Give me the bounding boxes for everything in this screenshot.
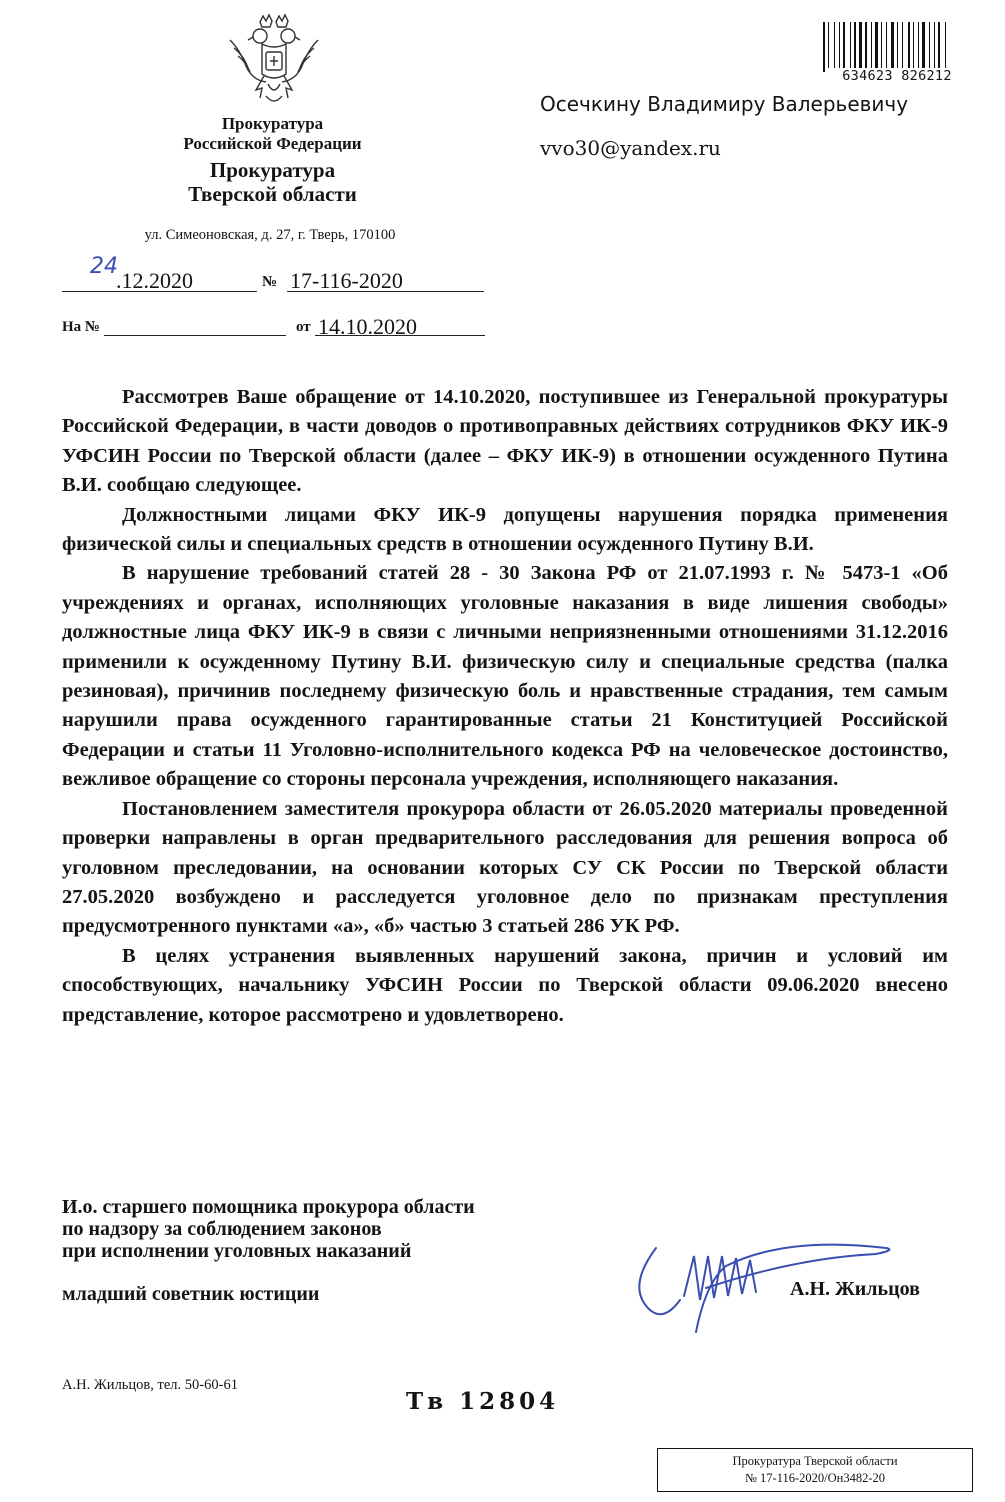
outgoing-date: .12.2020 (116, 268, 193, 293)
signer-name: А.Н. Жильцов (790, 1278, 920, 1300)
org-name-line4: Тверской области (188, 182, 357, 206)
reference-underline (104, 335, 286, 336)
body-paragraph-3: В нарушение требований статей 28 - 30 Закона РФ от 21.07.1993 г. № 5473-1 «Об учреждениях и органах, исполняющих уголовные наказания в виде лишения свободы» должностные лица ФКУ ИК-9 в связи с личными неприязненными отношениями 31.12.2016 применили к осужденному Путину В.И. физическую силу и специальные средства (палка резиновая), причинив последнему физическую боль и нравственные страдания, тем самым нарушили права осужденного гарантированные статьи 21 Конституцией Российской Федерации и статьи 11 Уголовно-исполнительного кодекса РФ на человеческое достоинство, вежливое обращение со стороны персонала учреждения, исполняющего наказания. (62, 562, 948, 791)
org-name-line2: Российской Федерации (183, 134, 362, 153)
executor-contact: А.Н. Жильцов, тел. 50-60-61 (62, 1377, 238, 1393)
body-paragraph-5: В целях устранения выявленных нарушений закона, причин и условий им способствующих, начальнику УФСИН России по Тверской области 09.06.2020 внесено представление, которое рассмотрено и удовлетворено. (62, 944, 948, 1026)
body-paragraph-4: Постановлением заместителя прокурора области от 26.05.2020 материалы проведенной проверки направлены в орган предварительного расследования для решения вопроса об уголовном преследовании, на основании которых СУ СК России по Тверской области 27.05.2020 возбуждено и расследуется уголовное дело по признакам преступления предусмотренного пунктами «а», «б» частью 3 статьей 286 УК РФ. (62, 797, 948, 938)
letter-body (62, 383, 948, 1030)
org-name-line1: Прокуратура (221, 114, 324, 133)
registration-stamp-box (657, 1448, 973, 1492)
signer-title-line3: при исполнении уголовных наказаний (62, 1240, 412, 1262)
handwritten-date-day: 24 (90, 254, 118, 279)
org-address: ул. Симеоновская, д. 27, г. Тверь, 170100 (144, 227, 396, 243)
signer-title-line2: по надзору за соблюдением законов (62, 1218, 382, 1240)
body-paragraph-2: Должностными лицами ФКУ ИК-9 допущены нарушения порядка применения физической силы и специальных средств в отношении осужденного Путину В.И. (62, 503, 948, 556)
recipient-name: Осечкину Владимиру Валерьевичу (540, 92, 909, 116)
reference-date: 14.10.2020 (318, 314, 417, 339)
org-name-line3: Прокуратура (209, 158, 336, 182)
stamp-box-line1: Прокуратура Тверской области (732, 1454, 898, 1468)
registration-number: 17-116-2020 (290, 268, 403, 293)
signer-rank: младший советник юстиции (62, 1283, 320, 1305)
signer-title-line1: И.о. старшего помощника прокурора области (62, 1196, 475, 1218)
reference-date-underline (315, 335, 485, 336)
reference-label: На № (62, 319, 100, 335)
recipient-email: vvo30@yandex.ru (540, 136, 721, 160)
number-label: № (262, 274, 278, 290)
reference-from-label: от (296, 319, 311, 335)
stamp-box-line2: № 17-116-2020/Он3482-20 (744, 1471, 885, 1485)
date-underline (62, 291, 257, 292)
number-underline (287, 291, 484, 292)
barcode-number: 634623 826212 (826, 68, 968, 84)
double-headed-eagle-emblem-icon (222, 10, 326, 114)
body-paragraph-1: Рассмотрев Ваше обращение от 14.10.2020, поступившее из Генеральной прокуратуры Российской Федерации, в части доводов о противоправных действиях сотрудников ФКУ ИК-9 УФСИН России по Тверской области (далее – ФКУ ИК-9) в отношении осужденного Путина В.И. сообщаю следующее. (62, 386, 948, 497)
stamp-code: Тв 12804 (406, 1388, 560, 1415)
